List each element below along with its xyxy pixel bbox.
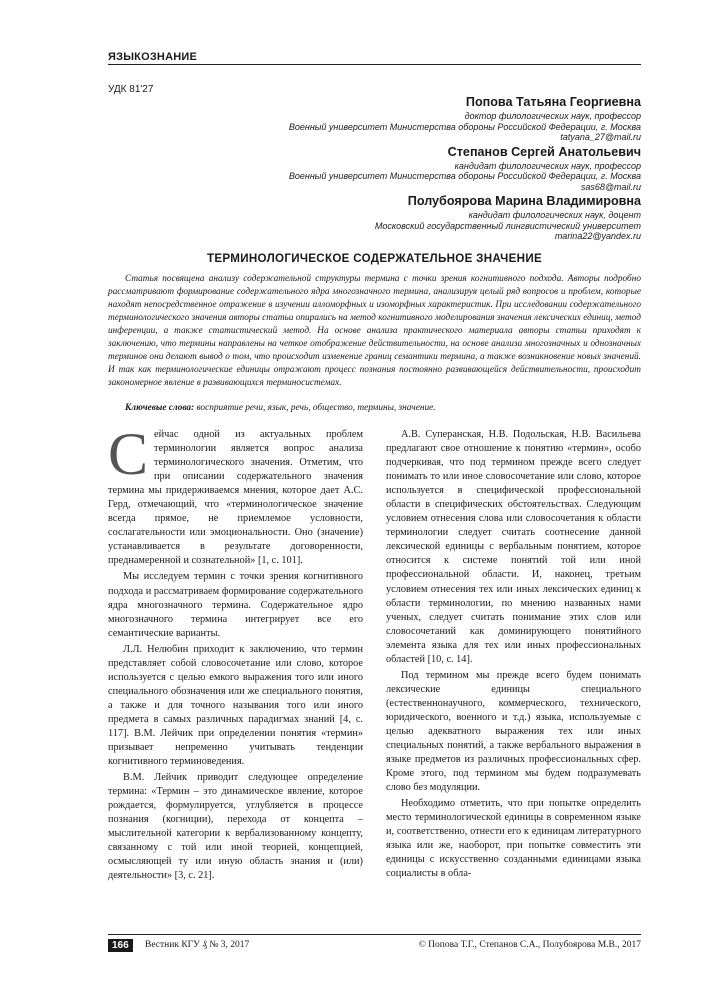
section-header: ЯЗЫКОЗНАНИЕ	[108, 51, 198, 63]
author-name: Попова Татьяна Георгиевна	[465, 95, 641, 109]
author-degree: кандидат филологических наук, доцент	[468, 210, 641, 220]
body-paragraph: Л.Л. Нелюбин приходит к заключению, что термин представляет собой словосочетание или слово, которое используется с целью емкого выражения того или иного специального обозначения или же специального понятия, а также и для точного называния того или иного предмета в самых различных парадигмах знаний [4, с. 117]. В.М. Лейчик при определении понятия «термин» призывает непременно учитывать тенденции когнитивного терминоведения.	[108, 643, 363, 768]
author-degree: кандидат филологических наук, профессор	[454, 160, 641, 171]
abstract: Статья посвящена анализу содержательной структуры термина с точки зрения когнитивного подхода. Авторы подробно рассматривают формирование содержательного ядра многозначного термина, анализируя целый ряд вопросов и проблем, которые находят непосредственное отражение в изучении алломорфных и изоморфных характеристик. При исследовании содержательного терминологического значения авторы статьи опирались на метод когнитивного моделирования значения лексических единиц, метод инференции, а также статистический метод. На основе анализа практического материала авторы статьи приходят к заключению, что термины направлены на четкое отображение действительности, на основе анализа многозначных и однозначных терминов они делают вывод о том, что происходит изменение границ семантики термина, а также возникновение новых значений. И так как терминологические единицы отражают процесс познания постоянно развивающейся действительности, происходит закономерное явление в развивающихся терминосистемах.	[108, 274, 641, 389]
body-column-right	[386, 428, 641, 884]
keywords-label: Ключевые слова:	[125, 403, 195, 413]
paragraph-text: ейчас одной из актуальных проблем терминологии является вопрос анализа терминологического значения. Отметим, что при описании содержательного значения термина мы придерживаемся мнения, которое дает А.С. Герд, отмечающий, что «терминологическое значение всегда прямое, не приемлемое условности, сослагательности или эмоциональности. Оно (значение) устанавливается в результате договоренности, преднамеренной и сознательной» [1, с. 101].	[108, 429, 363, 567]
author-3	[121, 192, 641, 242]
body-paragraph: В.М. Лейчик приводит следующее определение термина: «Термин – это динамическое явление, которое рождается, формулируется, углубляется в процессе познания (когниции), перехода от концепта – мыслительной категории к вербализованному концепту, связанному с той или иной теорией, концепцией, осмысляющей ту или иную область знания и (или) деятельности» [3, с. 21].	[108, 772, 363, 882]
author-affiliation: Военный университет Министерства обороны Российской Федерации, г. Москва	[288, 171, 641, 181]
body-paragraph: Мы исследуем термин с точки зрения когнитивного подхода и рассматриваем формирование содержательного ядра многозначного термина. Содержательное ядро многозначного термина интегрирует все его семантические варианты.	[108, 571, 363, 639]
article-title: ТЕРМИНОЛОГИЧЕСКОЕ СОДЕРЖАТЕЛЬНОЕ ЗНАЧЕНИЕ	[206, 252, 542, 265]
footer-rule	[108, 934, 641, 935]
author-name: Полубоярова Марина Владимировна	[407, 194, 641, 208]
copyright: © Попова Т.Г., Степанов С.А., Полубоярова М.В., 2017	[418, 940, 641, 950]
keywords-text: восприятие речи, язык, речь, общество, термины, значение.	[194, 403, 436, 413]
author-2	[121, 143, 641, 193]
header-rule	[108, 64, 641, 65]
body-paragraph: А.В. Суперанская, Н.В. Подольская, Н.В. Васильева предлагают свое отношение к понятию «термин», особо подчеркивая, что под термином прежде всего следует понимать то или иное словосочетание или слово, которое используется в специфической профессиональной области в специфических обстоятельствах. Следующим условием отнесения слова или словосочетания к области терминологии следует считать соотнесение данной лексической единицы с вербальным понятием, которое относится к системе понятий той или иной профессиональной области. И, наконец, третьим условием отнесения тех или иных лексических единиц к области терминологии, по мнению названных нами ученых, следует считать понимание этих слов или словосочетаний как доминирующего понятийного элемента языка для тех или иных профессиональных областей [10, с. 14].	[386, 429, 641, 665]
body-paragraph: Необходимо отметить, что при попытке определить место терминологической единицы в современном языке и, соответственно, отнести его к единицам литературного языка или же, наоборот, при попытке совместить эти единицы с искусственно созданными единицами языка социалисты в обла-	[386, 798, 641, 880]
body-paragraph: Под термином мы прежде всего будем понимать лексические единицы специального (естественнонаучного, коммерческого, технического, юридического, военного и т.д.) языка, используемые с целью адекватного выражения тех или иных специальных понятий, а также вербального выражения в языке предметов из различных профессиональных сфер. Кроме этого, под термином мы будем подразумевать слово без модуляции.	[386, 669, 641, 794]
author-1	[121, 93, 641, 143]
journal-info: Вестник КГУ ₰ № 3, 2017	[145, 940, 250, 950]
page-number: 166	[108, 939, 133, 952]
author-affiliation: Военный университет Министерства обороны Российской Федерации, г. Москва	[288, 121, 641, 132]
author-name: Степанов Сергей Анатольевич	[447, 144, 641, 159]
body-paragraph	[108, 421, 363, 568]
udk-code: УДК 81'27	[108, 84, 154, 95]
author-degree: доктор филологических наук, профессор	[464, 111, 641, 121]
keywords	[108, 402, 641, 415]
drop-cap: С	[108, 421, 149, 487]
author-affiliation: Московский государственный лингвистический университет	[374, 220, 641, 231]
author-email[interactable]: sas68@mail.ru	[580, 181, 641, 192]
body-column-left	[108, 421, 363, 886]
author-block	[121, 93, 641, 242]
author-email[interactable]: tatyana_27@mail.ru	[560, 132, 641, 142]
author-email[interactable]: marina22@yandex.ru	[554, 231, 641, 241]
